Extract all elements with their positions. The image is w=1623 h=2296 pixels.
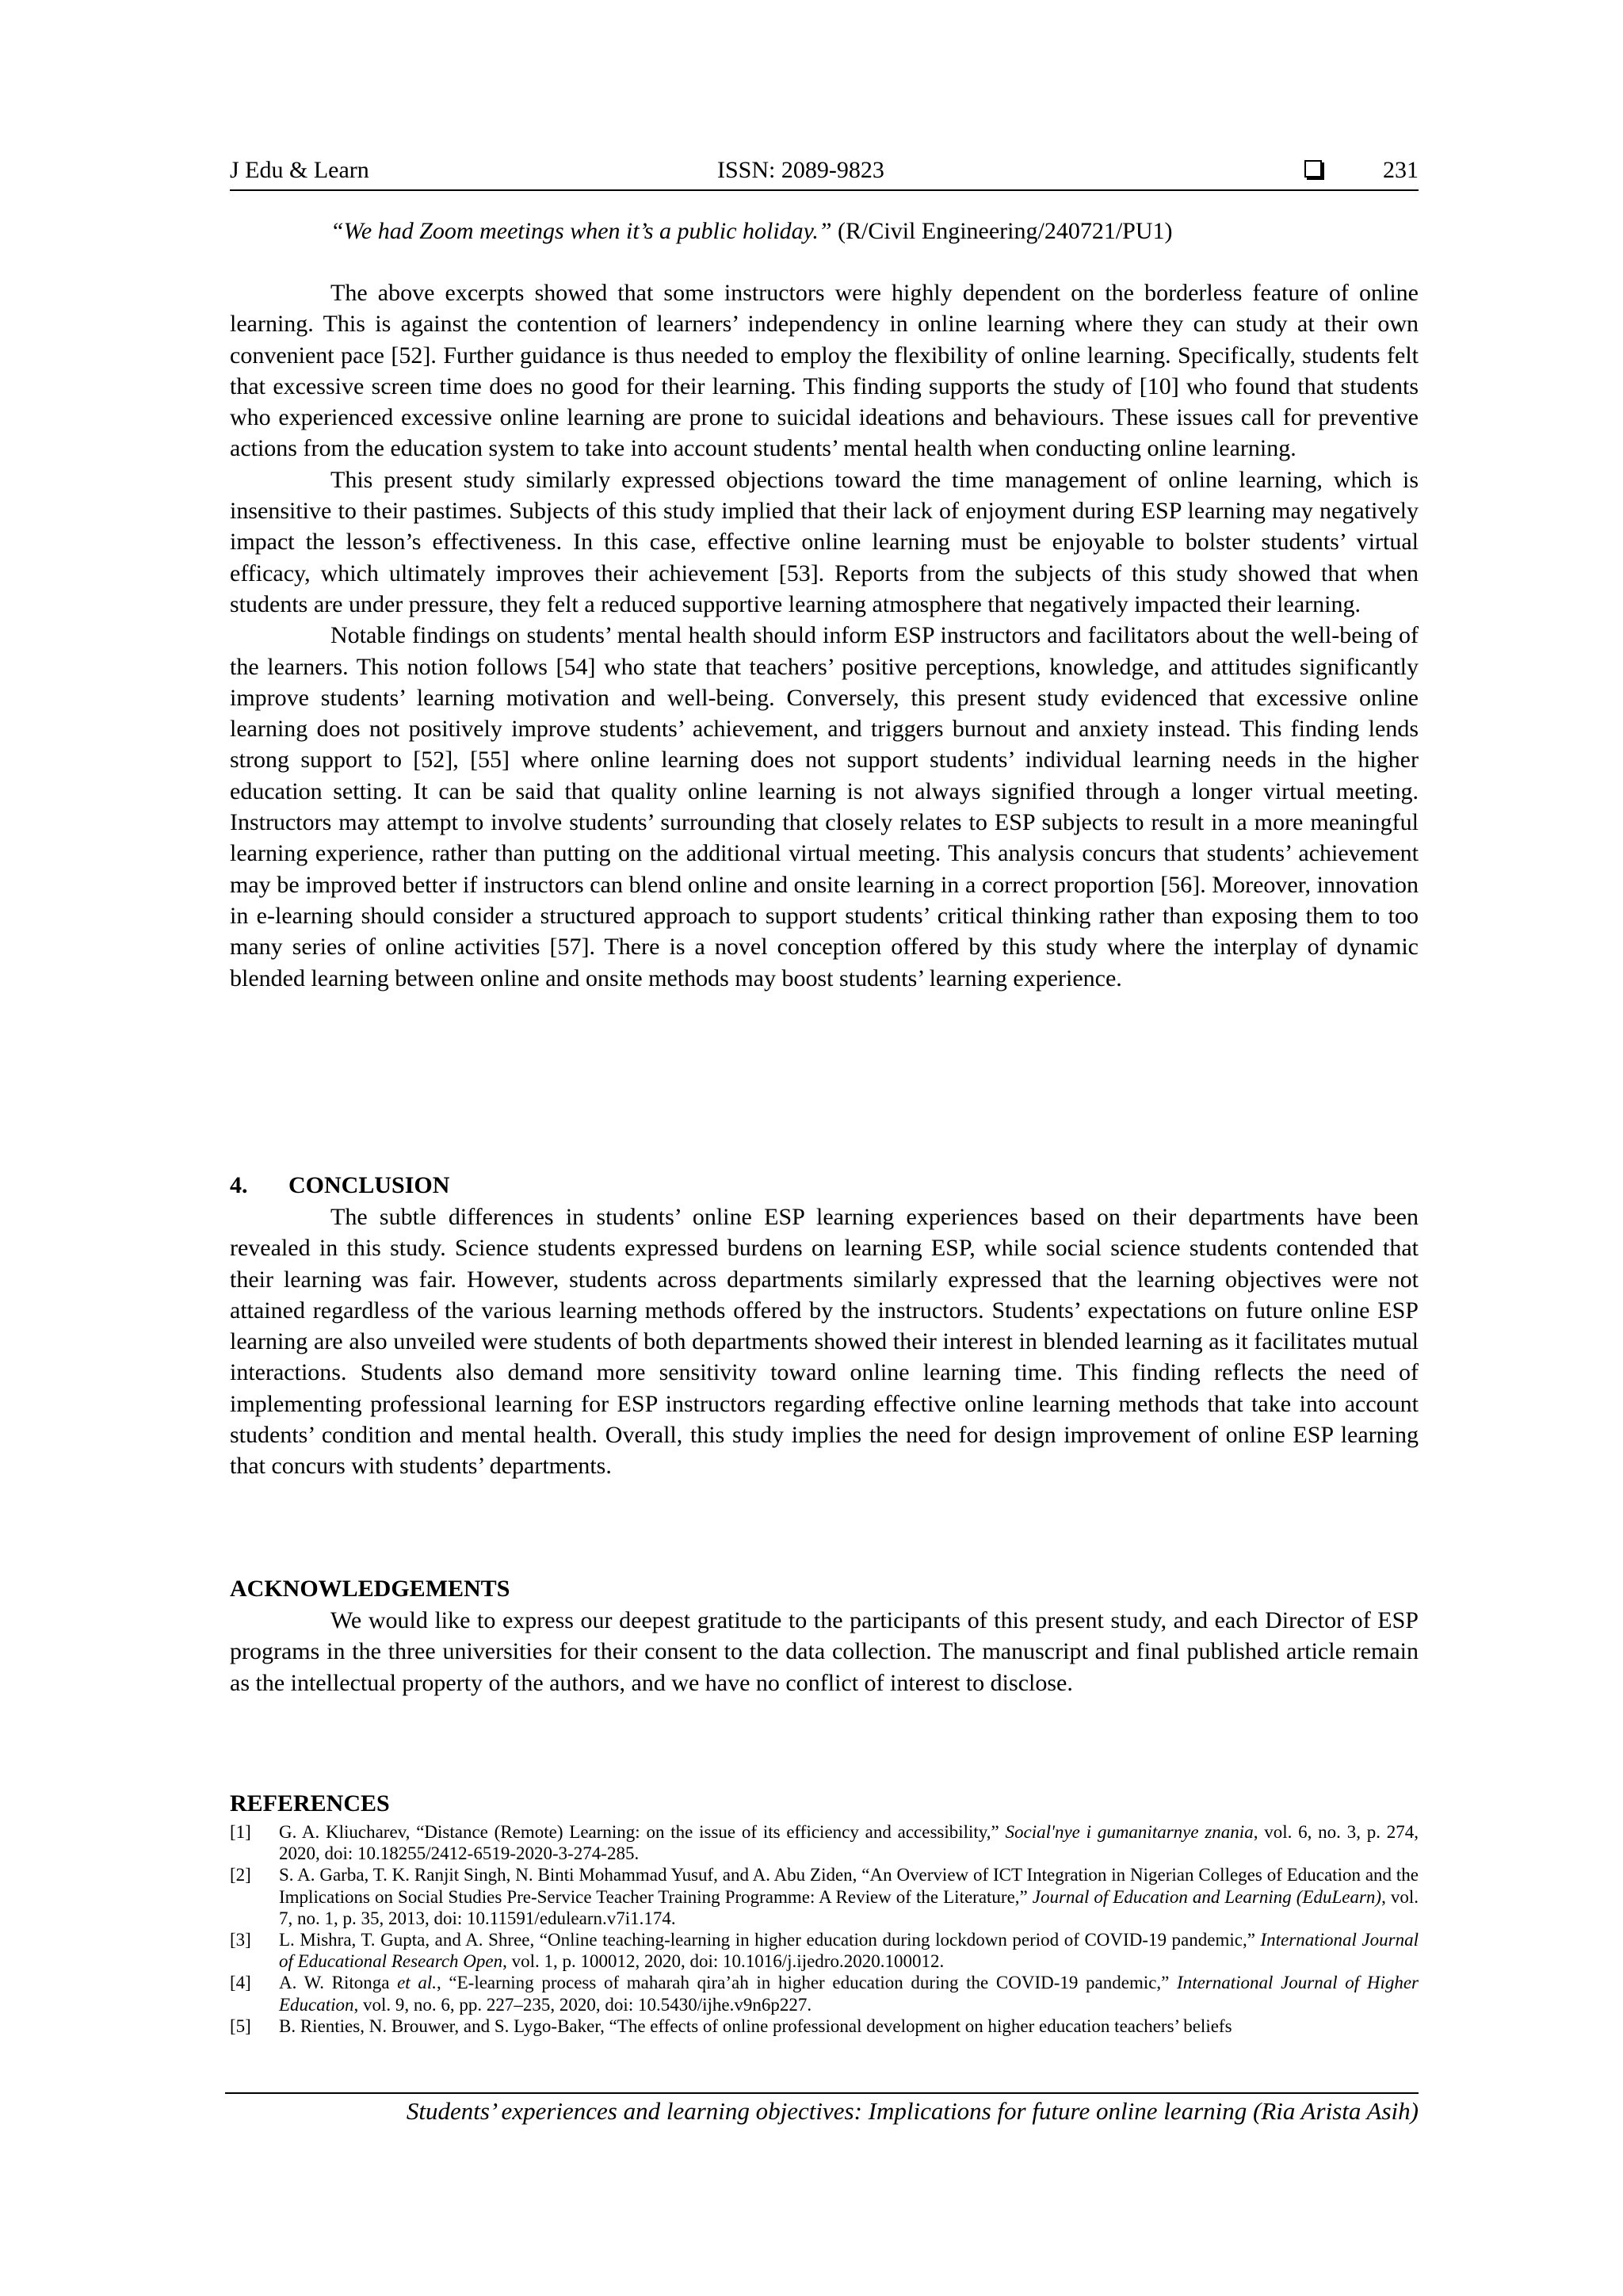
reference-text: A. W. Ritonga [279,1973,398,1993]
reference-item [230,1821,1419,1864]
reference-number: [4] [230,1973,251,1993]
discussion-paragraph: The above excerpts showed that some instructors were highly dependent on the borderless feature of online learning. This is against the contention of learners’ independency in online learning where they can study at their own convenient pace [52]. Further guidance is thus needed to employ the flexibility of online learning. Specifically, students felt that excessive screen time does no good for their learning. This finding supports the study of [10] who found that students who experienced excessive online learning are prone to suicidal ideations and behaviours. These issues call for preventive actions from the education system to take into account students’ mental health when conducting online learning. [230,280,1419,462]
reference-number: [2] [230,1865,251,1885]
acknowledgements-section [230,1573,1419,1698]
reference-et-al: et al. [397,1973,437,1993]
section-heading: ACKNOWLEDGEMENTS [230,1576,510,1602]
hollow-square-bullet-icon [1304,160,1322,178]
quote-text: “We had Zoom meetings when it’s a public holiday.” [330,218,832,244]
reference-venue: Journal of Education and Learning (EduLearn) [1032,1886,1382,1907]
discussion-paragraph: This present study similarly expressed objections toward the time management of online learning, which is insensitive to their pastimes. Subjects of this study implied that their lack of enjoyment during ESP learning may negatively impact the lesson’s effectiveness. In this case, effective online learning must be enjoyable to bolster students’ virtual efficacy, which ultimately improves their achievement [53]. Reports from the subjects of this study showed that when students are under pressure, they felt a reduced supportive learning atmosphere that negatively impacted their learning. [230,466,1419,617]
issn-label: ISSN: 2089-9823 [717,157,884,183]
reference-details: , vol. 9, no. 6, pp. 227–235, 2020, doi: 10.5430/ijhe.v9n6p227. [353,1994,812,2015]
reference-details: , vol. 1, p. 100012, 2020, doi: 10.1016/j.ijedro.2020.100012. [502,1951,945,1972]
conclusion-paragraph: The subtle differences in students’ online ESP learning experiences based on their departments have been revealed in this study. Science students expressed burdens on learning ESP, while social science students contended that their learning was fair. However, students across departments similarly expressed that the learning objectives were not attained regardless of the various learning methods offered by the instructors. Students’ expectations on future online ESP learning are also unveiled were students of both departments showed their interest in blended learning as it facilitates mutual interactions. Students also demand more sensitivity toward online learning time. This finding reflects the need of implementing professional learning for ESP instructors regarding effective online learning methods that take into account students’ condition and mental health. Overall, this study implies the need for design improvement of online ESP learning that concurs with students’ departments. [230,1204,1419,1480]
section-heading [230,1170,1419,1201]
reference-item [230,2015,1419,2037]
reference-number: [5] [230,2015,251,2036]
interview-quote [330,216,1419,247]
reference-text: B. Rienties, N. Brouwer, and S. Lygo-Baker, “The effects of online professional development on higher education teachers’ beliefs [279,2015,1232,2036]
section-number: 4. [230,1172,248,1198]
conclusion-section [230,1170,1419,1482]
section-heading: REFERENCES [230,1790,390,1817]
discussion-section [230,277,1419,994]
reference-item [230,1864,1419,1929]
reference-venue: International Journal of Educational Research Open [279,1930,1419,1972]
reference-venue: Social'nye i gumanitarnye znania [1005,1822,1254,1842]
reference-details: , vol. 6, no. 3, p. 274, 2020, doi: 10.18255/2412-6519-2020-3-274-285. [279,1822,1419,1864]
page-number: 231 [1383,157,1419,183]
reference-number: [3] [230,1930,251,1950]
reference-text: , “E-learning process of maharah qira’ah in higher education during the COVID-19 pandemic,” [437,1973,1178,1993]
discussion-paragraph: Notable findings on students’ mental health should inform ESP instructors and facilitators about the well-being of the learners. This notion follows [54] who state that teachers’ positive perceptions, knowledge, and attitudes significantly improve students’ learning motivation and well-being. Conversely, this present study evidenced that excessive online learning does not positively improve students’ achievement, and triggers burnout and anxiety instead. This finding lends strong support to [52], [55] where online learning does not support students’ individual learning needs in the higher education setting. It can be said that quality online learning is not always signified through a longer virtual meeting. Instructors may attempt to involve students’ surrounding that closely relates to ESP subjects to result in a more meaningful learning experience, rather than putting on the additional virtual meeting. This analysis concurs that students’ achievement may be improved better if instructors can blend online and onsite learning in a correct proportion [56]. Moreover, innovation in e-learning should consider a structured approach to support students’ critical thinking rather than exposing them to too many series of online activities [57]. There is a novel conception offered by this study where the interplay of dynamic blended learning between online and onsite methods may boost students’ learning experience. [230,622,1419,991]
reference-text: G. A. Kliucharev, “Distance (Remote) Learning: on the issue of its efficiency and accessibility,” [279,1822,1006,1842]
running-header [230,153,1419,191]
journal-abbreviation: J Edu & Learn [230,157,369,183]
section-title: CONCLUSION [288,1172,450,1198]
quote-source: (R/Civil Engineering/240721/PU1) [831,218,1173,244]
running-footer: Students’ experiences and learning objectives: Implications for future online learning (Ria Arista Asih) [406,2097,1419,2125]
acknowledgements-paragraph: We would like to express our deepest gratitude to the participants of this present study, and each Director of ESP programs in the three universities for their consent to the data collection. The manuscript and final published article remain as the intellectual property of the authors, and we have no conflict of interest to disclose. [230,1607,1419,1696]
reference-text: L. Mishra, T. Gupta, and A. Shree, “Online teaching-learning in higher education during lockdown period of COVID-19 pandemic,” [279,1930,1261,1950]
reference-number: [1] [230,1822,251,1842]
reference-venue: International Journal of Higher Education [279,1973,1419,2015]
reference-item [230,1972,1419,2015]
reference-details: , vol. 7, no. 1, p. 35, 2013, doi: 10.11591/edulearn.v7i1.174. [279,1886,1419,1928]
reference-text: S. A. Garba, T. K. Ranjit Singh, N. Binti Mohammad Yusuf, and A. Abu Ziden, “An Overview of ICT Integration in Nigerian Colleges of Education and the Implications on Social Studies Pre-Service Teacher Training Programme: A Review of the Literature,” [279,1865,1419,1907]
reference-item [230,1929,1419,1972]
references-section [230,1790,1419,2037]
